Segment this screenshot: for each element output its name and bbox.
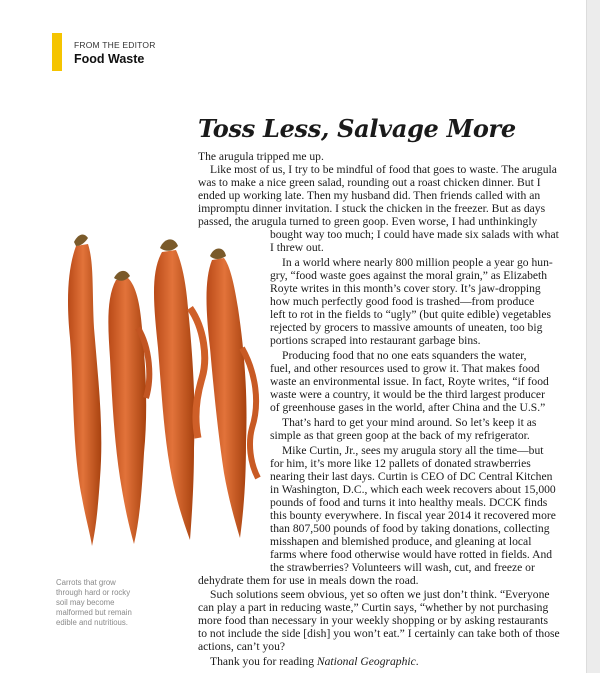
text-line: impromptu dinner invitation. I stuck the chicken in the freezer. But as days: [198, 202, 546, 215]
text-line: passed, the arugula turned to green goop. Even worse, I had unthinkingly: [198, 215, 538, 228]
editor-header: [52, 33, 272, 71]
caption-line: malformed but remain: [56, 608, 132, 617]
text-line: The arugula tripped me up.: [198, 150, 324, 163]
carrots-image: [54, 228, 274, 564]
section-title: Food Waste: [74, 52, 145, 66]
text-line: waste an environmental issue. In fact, Royte writes, “if food: [270, 375, 549, 388]
text-line: Producing food that no one eats squanders the water,: [282, 349, 527, 362]
text-line: can play a part in reducing waste,” Curtin says, “whether by not purchasing: [198, 601, 549, 614]
text-line: than 807,500 pounds of food by taking donations, collecting: [270, 522, 550, 535]
text-line: simple as that green goop at the back of my refrigerator.: [270, 429, 530, 442]
closing-line: Thank you for reading National Geographic.: [210, 655, 419, 668]
text-line: this bounty everywhere. In fiscal year 2014 it recovered more: [270, 509, 556, 522]
carrot-2: [108, 271, 149, 544]
section-kicker: FROM THE EDITOR: [74, 40, 156, 50]
photo-caption: [56, 578, 168, 628]
text-line: dehydrate them for use in meals down the road.: [198, 574, 419, 587]
caption-line: edible and nutritious.: [56, 618, 128, 627]
text-line: Like most of us, I try to be mindful of food that goes to waste. The arugula: [210, 163, 557, 176]
text-line: how much perfectly good food is trashed—from produce: [270, 295, 535, 308]
text-line: portions scraped into restaurant garbage bins.: [270, 334, 481, 347]
text-line: rejected by grocers to massive amounts of uneaten, too big: [270, 321, 543, 334]
caption-line: soil may become: [56, 598, 115, 607]
text-line: was to make a nice green salad, rounding out a roast chicken dinner. But I: [198, 176, 541, 189]
text-line: That’s hard to get your mind around. So let’s keep it as: [282, 416, 537, 429]
text-line: in Washington, D.C., which each week recovers about 15,000: [270, 483, 556, 496]
text-line: actions, can’t you?: [198, 640, 286, 653]
text-line: to not include the side [dish] you won’t eat.” I certainly can take both of those: [198, 627, 560, 640]
text-line: Such solutions seem obvious, yet so often we just don’t think. “Everyone: [210, 588, 550, 601]
caption-line: Carrots that grow: [56, 578, 116, 587]
text-line: I threw out.: [270, 241, 324, 254]
page-edge: [586, 0, 600, 673]
text-line: farms where food otherwise would have rotted in fields. And: [270, 548, 553, 561]
text-line: ended up working late. Then my husband did. Then friends called with an: [198, 189, 541, 202]
magazine-name: National Geographic: [316, 655, 416, 668]
text-line: In a world where nearly 800 million people a year go hun-: [282, 256, 553, 269]
accent-bar: [52, 33, 62, 71]
text-line: of greenhouse gases in the world, after China and the U.S.”: [270, 401, 546, 414]
carrot-3: [154, 239, 205, 540]
text-line: misshapen and blemished produce, and gleaning at local: [270, 535, 532, 548]
text-line: left to rot in the fields to “ugly” (but quite edible) vegetables: [270, 308, 552, 321]
text-line: pounds of food and turns it into healthy meals. DCCK finds: [270, 496, 548, 509]
carrot-4: [207, 249, 259, 539]
text-line: fuel, and other resources used to grow it. That makes food: [270, 362, 540, 375]
text-line: gry, “food waste goes against the moral grain,” as Elizabeth: [270, 269, 548, 282]
article-headline: Toss Less, Salvage More: [198, 114, 516, 143]
text-line: Mike Curtin, Jr., sees my arugula story all the time—but: [282, 444, 544, 457]
text-line: more food than necessary in your weekly shopping or by asking restaurants: [198, 614, 548, 627]
text-line: the strawberries? Volunteers will wash, cut, and freeze or: [270, 561, 535, 574]
text-line: waste were a country, it would be the third largest producer: [270, 388, 545, 401]
text-line: bought way too much; I could have made six salads with what: [270, 228, 559, 241]
caption-line: through hard or rocky: [56, 588, 131, 597]
carrot-1: [68, 235, 101, 546]
text-line: for him, it’s more like 12 pallets of donated strawberries: [270, 457, 531, 470]
text-line: Royte writes in this month’s cover story. It’s jaw-dropping: [270, 282, 541, 295]
text-line: nearing their last days. Curtin is CEO of DC Central Kitchen: [270, 470, 553, 483]
